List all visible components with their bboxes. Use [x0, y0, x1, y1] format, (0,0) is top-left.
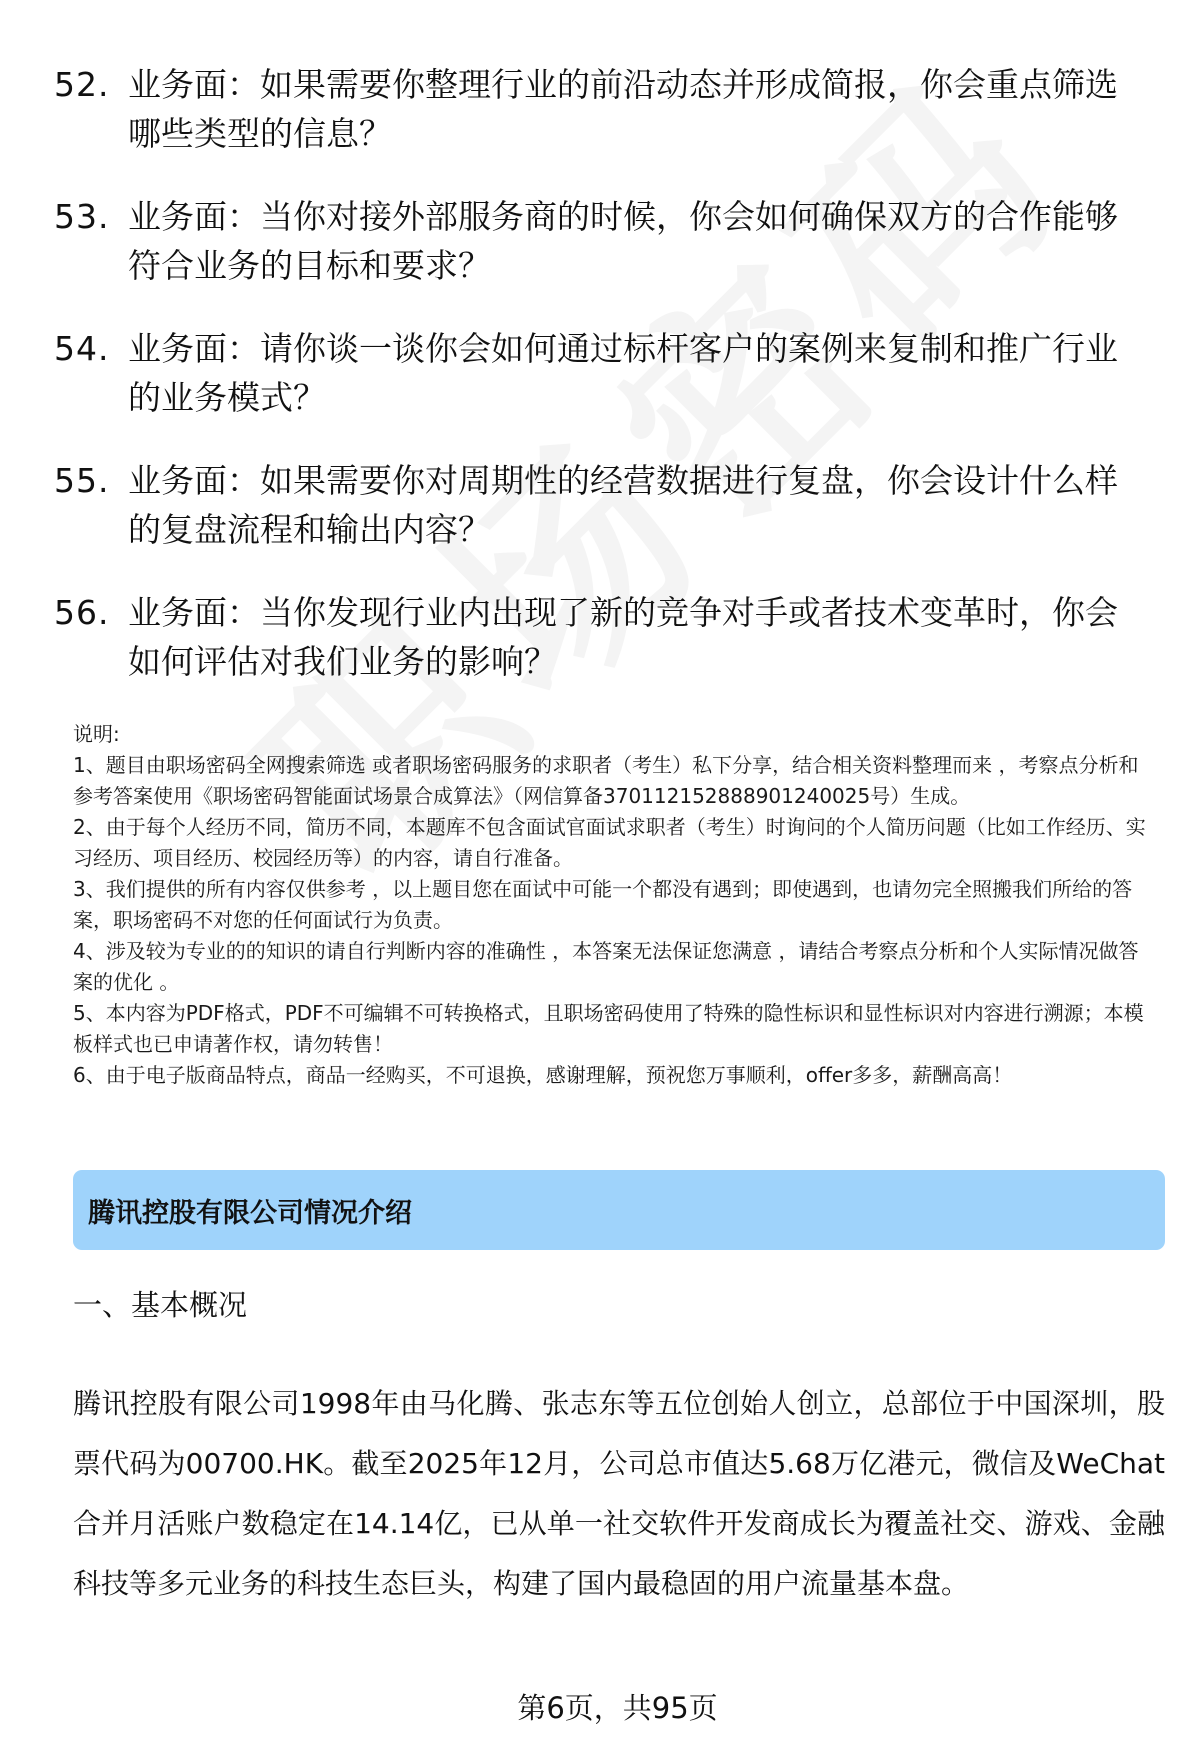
question-item [0, 60, 1200, 192]
note-item: 2、由于每个人经历不同，简历不同，本题库不包含面试官面试求职者（考生）时询问的个人简历问题（比如工作经历、实习经历、项目经历、校园经历等）的内容，请自行准备。 [73, 815, 1146, 870]
section-banner [73, 1170, 1165, 1250]
question-text: 业务面：请你谈一谈你会如何通过标杆客户的案例来复制和推广行业的业务模式？ [128, 329, 1118, 417]
section-heading: 一、基本概况 [73, 1288, 248, 1322]
page-indicator: 第6页，共95页 [517, 1691, 718, 1725]
note-item: 6、由于电子版商品特点，商品一经购买，不可退换，感谢理解，预祝您万事顺利，offer多多，薪酬高高！ [73, 1063, 1013, 1087]
question-item [0, 456, 1200, 588]
note-item: 1、题目由职场密码全网搜索筛选 或者职场密码服务的求职者（考生）私下分享，结合相关资料整理而来 ，考察点分析和参考答案使用《职场密码智能面试场景合成算法》（网信算备370112152888901240025号）生成。 [73, 753, 1139, 808]
question-number: 52. [54, 65, 110, 104]
note-item: 3、我们提供的所有内容仅供参考 ，以上题目您在面试中可能一个都没有遇到；即使遇到，也请勿完全照搬我们所给的答案，职场密码不对您的任何面试行为负责。 [73, 877, 1133, 932]
note-item: 5、本内容为PDF格式，PDF不可编辑不可转换格式，且职场密码使用了特殊的隐性标识和显性标识对内容进行溯源；本模板样式也已申请著作权，请勿转售！ [73, 1001, 1144, 1056]
question-number: 55. [54, 461, 110, 500]
question-item [0, 324, 1200, 456]
notes-title: 说明: [73, 722, 120, 746]
question-text: 业务面：如果需要你对周期性的经营数据进行复盘，你会设计什么样的复盘流程和输出内容？ [128, 461, 1118, 549]
question-text: 业务面：如果需要你整理行业的前沿动态并形成简报，你会重点筛选哪些类型的信息？ [128, 65, 1118, 153]
question-item [0, 192, 1200, 324]
note-item: 4、涉及较为专业的的知识的请自行判断内容的准确性 ，本答案无法保证您满意 ，请结合考察点分析和个人实际情况做答案的优化 。 [73, 939, 1139, 994]
banner-title: 腾讯控股有限公司情况介绍 [88, 1197, 412, 1229]
question-item [0, 588, 1200, 720]
question-list [0, 60, 1200, 720]
company-overview-paragraph: 腾讯控股有限公司1998年由马化腾、张志东等五位创始人创立，总部位于中国深圳，股票代码为00700.HK。截至2025年12月，公司总市值达5.68万亿港元，微信及WeChat合并月活账户数稳定在14.14亿，已从单一社交软件开发商成长为覆盖社交、游戏、金融科技等多元业务的科技生态巨头，构建了国内最稳固的用户流量基本盘。 [73, 1387, 1165, 1600]
question-number: 54. [54, 329, 110, 368]
question-text: 业务面：当你对接外部服务商的时候，你会如何确保双方的合作能够符合业务的目标和要求？ [128, 197, 1118, 285]
question-text: 业务面：当你发现行业内出现了新的竞争对手或者技术变革时，你会如何评估对我们业务的影响？ [128, 593, 1118, 681]
disclaimer-notes [73, 719, 1158, 1091]
question-number: 53. [54, 197, 110, 236]
question-number: 56. [54, 593, 110, 632]
